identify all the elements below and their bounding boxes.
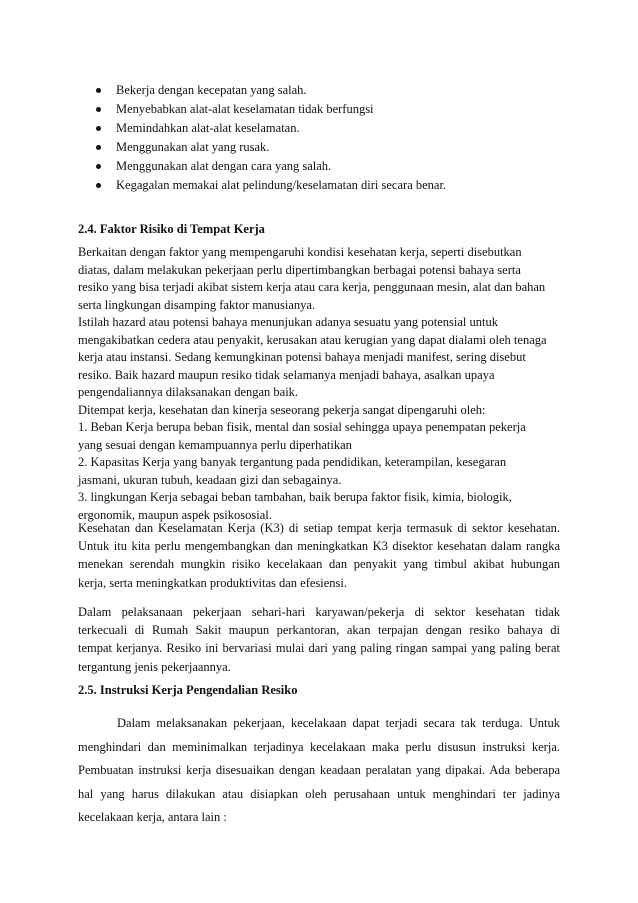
text-line: terkecuali di Rumah Sakit maupun perkantoran, akan terpajan dengan resiko bahaya di [78,623,560,638]
text-line: menekan serendah mungkin risiko kecelakaan dan penyakit yang timbul akibat hubungan [78,557,560,572]
text-line: diatas, dalam melakukan pekerjaan perlu dipertimbangkan berbagai potensi bahaya serta [78,262,521,277]
text-line: Pembuatan instruksi kerja disesuaikan dengan keadaan peralatan yang dipakai. Ada beberapa [78,763,560,778]
text-line: kecelakaan kerja, antara lain : [78,810,227,825]
text-line: pengendaliannya dilaksanakan dengan baik. [78,385,299,399]
text-line: 1. Beban Kerja berupa beban fisik, mental dan sosial sehingga upaya penempatan pekerja [78,420,526,434]
text-line: kerja, serta meningkatkan produktivitas dan efesiensi. [78,575,348,590]
bullet-item: Kegagalan memakai alat pelindung/keselamatan diri secara benar. [96,176,446,195]
text-line: Istilah hazard atau potensi bahaya menunjukan adanya sesuatu yang potensial untuk [78,315,499,329]
text-line: Untuk itu kita perlu mengembangkan dan meningkatkan K3 disektor kesehatan dalam rangka [78,539,560,554]
text-line: 2. Kapasitas Kerja yang banyak tergantung pada pendidikan, keterampilan, kesegaran [78,455,507,469]
k3-paragraph [78,519,560,592]
hazard-bullet-list [96,81,446,195]
bullet-item: Bekerja dengan kecepatan yang salah. [96,81,446,100]
text-line: mengakibatkan cedera atau penyakit, kerusakan atau kerugian yang dapat dialami oleh tenaga [78,332,547,347]
section-2-4-heading: 2.4. Faktor Risiko di Tempat Kerja [78,222,265,236]
text-line: 3. lingkungan Kerja sebagai beban tambahan, baik berupa faktor fisik, kimia, biologik, [78,490,512,504]
bullet-item: Memindahkan alat-alat keselamatan. [96,119,446,138]
text-line: serta lingkungan disamping faktor manusianya. [78,297,316,312]
bullet-item: Menggunakan alat dengan cara yang salah. [96,157,446,176]
text-line: yang sesuai dengan kemampuannya perlu diperhatikan [78,437,352,452]
text-line: tempat kerjanya. Resiko ini bervariasi mulai dari yang paling ringan sampai yang paling berat [78,641,560,656]
section-2-4-body [78,244,560,524]
bullet-item: Menggunakan alat yang rusak. [96,138,446,157]
bullet-item: Menyebabkan alat-alat keselamatan tidak berfungsi [96,100,446,119]
text-line: hal yang harus dilakukan atau disiapkan oleh perusahaan untuk menghindari ter jadinya [78,786,560,801]
section-2-5-heading: 2.5. Instruksi Kerja Pengendalian Resiko [78,683,298,697]
text-line: Kesehatan dan Keselamatan Kerja (K3) di setiap tempat kerja termasuk di sektor kesehatan. [78,521,560,535]
text-line: resiko. Baik hazard maupun resiko tidak selamanya menjadi bahaya, asalkan upaya [78,367,495,382]
text-line: tergantung jenis pekerjaannya. [78,659,231,674]
hospital-risk-paragraph [78,603,560,676]
text-line: jasmani, ukuran tubuh, keadaan gizi dan sebagainya. [78,472,342,487]
text-line: resiko yang bisa terjadi akibat sistem kerja atau cara kerja, penggunaan mesin, alat dan bahan [78,280,546,294]
text-line: Berkaitan dengan faktor yang mempengaruhi kondisi kesehatan kerja, seperti disebutkan [78,245,522,259]
text-line: Dalam melaksanakan pekerjaan, kecelakaan dapat terjadi secara tak terduga. Untuk [117,716,560,730]
text-line: menghindari dan meminimalkan terjadinya kecelakaan maka perlu disusun instruksi kerja. [78,739,560,754]
section-2-5-body [78,712,560,830]
text-line: Ditempat kerja, kesehatan dan kinerja seseorang pekerja sangat dipengaruhi oleh: [78,402,486,417]
text-line: kerja atau instansi. Sedang kemungkinan potensi bahaya menjadi manifest, sering disebut [78,350,526,364]
text-line: Dalam pelaksanaan pekerjaan sehari-hari karyawan/pekerja di sektor kesehatan tidak [78,605,560,619]
text-line: ergonomik, maupun aspek psikososial. [78,507,272,522]
